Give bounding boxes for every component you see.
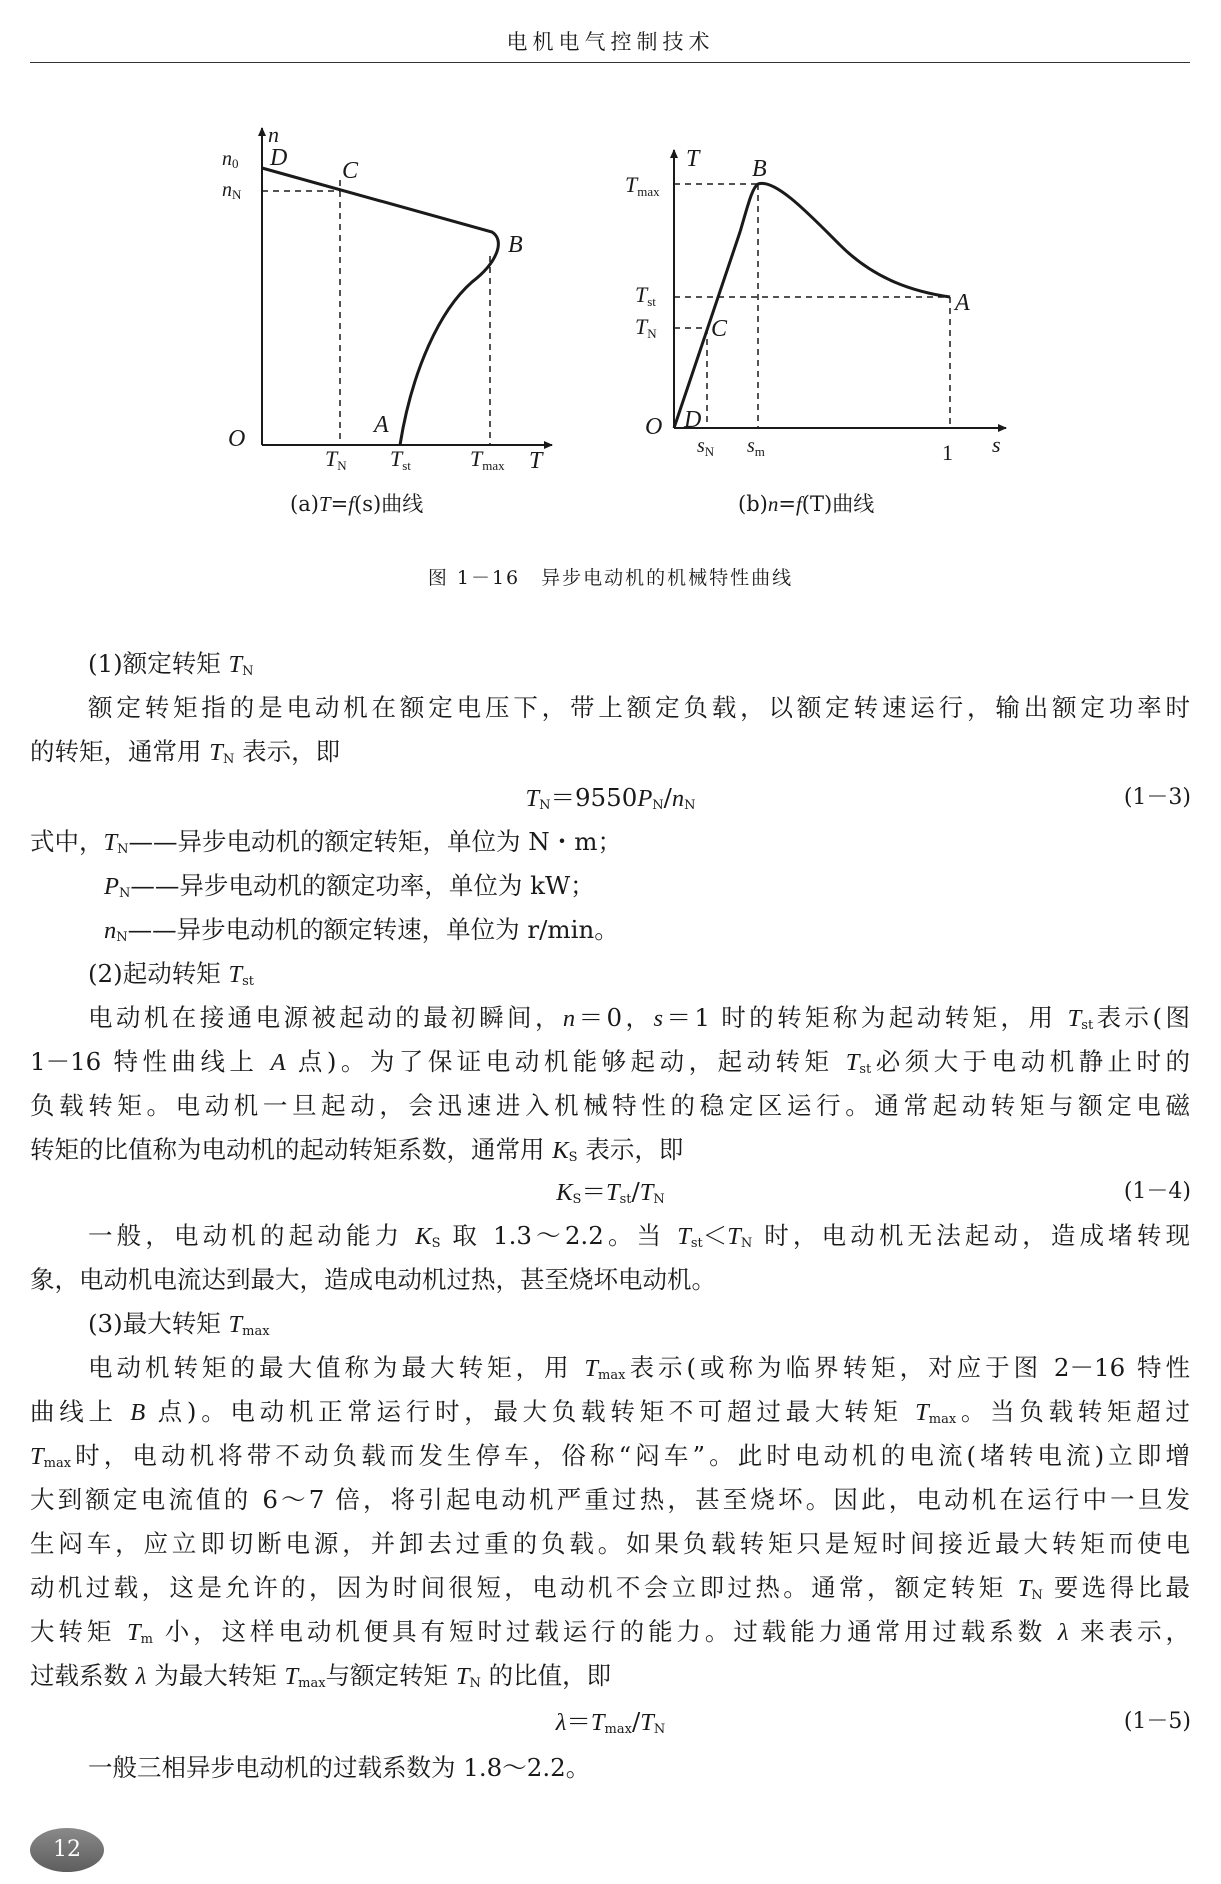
b-tick-TN: TN [635, 314, 657, 341]
equation-1-5-number: (1－5) [1123, 1709, 1191, 1734]
b-point-B: B [752, 156, 767, 182]
a-point-D: D [270, 145, 288, 171]
para4-line7: 大转矩 $T_m$ 小，这样电动机便具有短时过载运行的能力。过载能力通常用过载系数 λ 来表示， [30, 1617, 1190, 1647]
para4-line6: 动机过载，这是允许的，因为时间很短，电动机不会立即过热。通常，额定转矩 $T_N$ 要选得比最 [30, 1573, 1190, 1603]
a-tick-TN: TN [325, 446, 347, 473]
para2-line2: 1－16 特性曲线上 A 点)。为了保证电动机能够起动，起动转矩 $T_{st}$必须大于电动机静止时的 [30, 1047, 1190, 1077]
b-tick-sN: $s_N$ [697, 435, 715, 459]
a-y-axis-label: n [268, 122, 279, 147]
b-tick-1: 1 [942, 440, 953, 465]
definition-nN: $n_N——$异步电动机的额定转速，单位为 r/min。 [104, 915, 619, 945]
para1-line1: 额定转矩指的是电动机在额定电压下，带上额定负载，以额定转速运行，输出额定功率时 [88, 693, 1190, 722]
para4-line1: 电动机转矩的最大值称为最大转矩，用 $T_{max}$表示(或称为临界转矩，对应于图 2－16 特性 [88, 1353, 1190, 1383]
b-point-C: C [711, 316, 728, 342]
para2-line3: 负载转矩。电动机一旦起动，会迅速进入机械特性的稳定区运行。通常起动转矩与额定电磁 [30, 1091, 1190, 1120]
caption-a: (a)T=f(s)曲线 [290, 492, 424, 516]
b-point-D: D [684, 407, 702, 433]
para1-line2: 的转矩，通常用 $T_N$ 表示，即 [30, 737, 341, 767]
equation-1-3: $T_N=9550P_N/n_N$ [525, 783, 696, 813]
subfigure-a [222, 122, 552, 474]
section-2-heading: (2)起动转矩 $T_{st}$ [88, 959, 255, 989]
b-x-axis-label: s [992, 432, 1001, 457]
caption-b: (b)n=f(T)曲线 [738, 492, 875, 516]
equation-1-3-number: (1－3) [1123, 785, 1191, 810]
b-tick-sm: $s_m$ [747, 435, 765, 459]
definition-PN: $P_N——$异步电动机的额定功率，单位为 kW； [104, 871, 595, 901]
para4-line2: 曲线上 B 点)。电动机正常运行时，最大负载转矩不可超过最大转矩 $T_{max}$。当负载转矩超过 [30, 1397, 1190, 1427]
b-curve [674, 183, 950, 428]
para2-line4: 转矩的比值称为电动机的起动转矩系数，通常用 $K_S$ 表示，即 [30, 1135, 684, 1165]
b-y-axis-label: T [686, 146, 700, 172]
para4-line3: $T_{max}$时，电动机将带不动负载而发生停车，俗称“闷车”。此时电动机的电流(堵转电流)立即增 [30, 1441, 1190, 1471]
b-point-A: A [955, 290, 970, 316]
para2-line1: 电动机在接通电源被起动的最初瞬间，n＝0，s＝1 时的转矩称为起动转矩，用 $T_{st}$表示(图 [88, 1003, 1190, 1033]
page-number: 12 [30, 1828, 104, 1872]
a-nN-label: nN [222, 179, 242, 202]
a-tick-Tmax: Tmax [470, 446, 505, 473]
b-origin: O [645, 414, 663, 440]
a-point-B: B [508, 232, 523, 258]
figure-1-16 [0, 0, 1221, 560]
section-1-heading: (1)额定转矩 $T_N$ [88, 649, 254, 679]
para4-line4: 大到额定电流值的 6～7 倍，将引起电动机严重过热，甚至烧坏。因此，电动机在运行中一旦发 [30, 1485, 1190, 1514]
para5: 一般三相异步电动机的过载系数为 1.8～2.2。 [88, 1753, 591, 1782]
figure-title: 图 1－16 异步电动机的机械特性曲线 [427, 567, 794, 589]
definition-TN: 式中，$T_N——$异步电动机的额定转矩，单位为 N・m； [30, 827, 622, 857]
a-origin: O [228, 426, 246, 452]
a-n0-label: n0 [222, 148, 239, 171]
para3-line2: 象，电动机电流达到最大，造成电动机过热，甚至烧坏电动机。 [30, 1265, 716, 1294]
equation-1-4: $K_S=T_{st}/T_N$ [556, 1177, 665, 1207]
section-3-heading: (3)最大转矩 $T_{max}$ [88, 1309, 270, 1339]
equation-1-4-number: (1－4) [1123, 1179, 1191, 1204]
para3-line1: 一般，电动机的起动能力 $K_S$ 取 1.3～2.2。当 $T_{st}<T_N$ 时，电动机无法起动，造成堵转现 [88, 1221, 1190, 1251]
running-header: 电机电气控制技术 [506, 30, 715, 54]
a-curve [262, 168, 498, 445]
subfigure-b [625, 146, 1006, 465]
a-x-axis-label: T [529, 448, 543, 474]
b-tick-Tst: Tst [635, 282, 656, 309]
a-point-C: C [342, 158, 359, 184]
equation-1-5: $\lambda=T_{max}/T_N$ [555, 1707, 666, 1737]
para4-line8: 过载系数 λ 为最大转矩 $T_{max}$与额定转矩 $T_N$ 的比值，即 [30, 1661, 612, 1691]
b-tick-Tmax: Tmax [625, 172, 660, 199]
a-point-A: A [374, 412, 389, 438]
a-tick-Tst: Tst [390, 446, 411, 473]
para4-line5: 生闷车，应立即切断电源，并卸去过重的负载。如果负载转矩只是短时间接近最大转矩而使电 [30, 1529, 1190, 1558]
